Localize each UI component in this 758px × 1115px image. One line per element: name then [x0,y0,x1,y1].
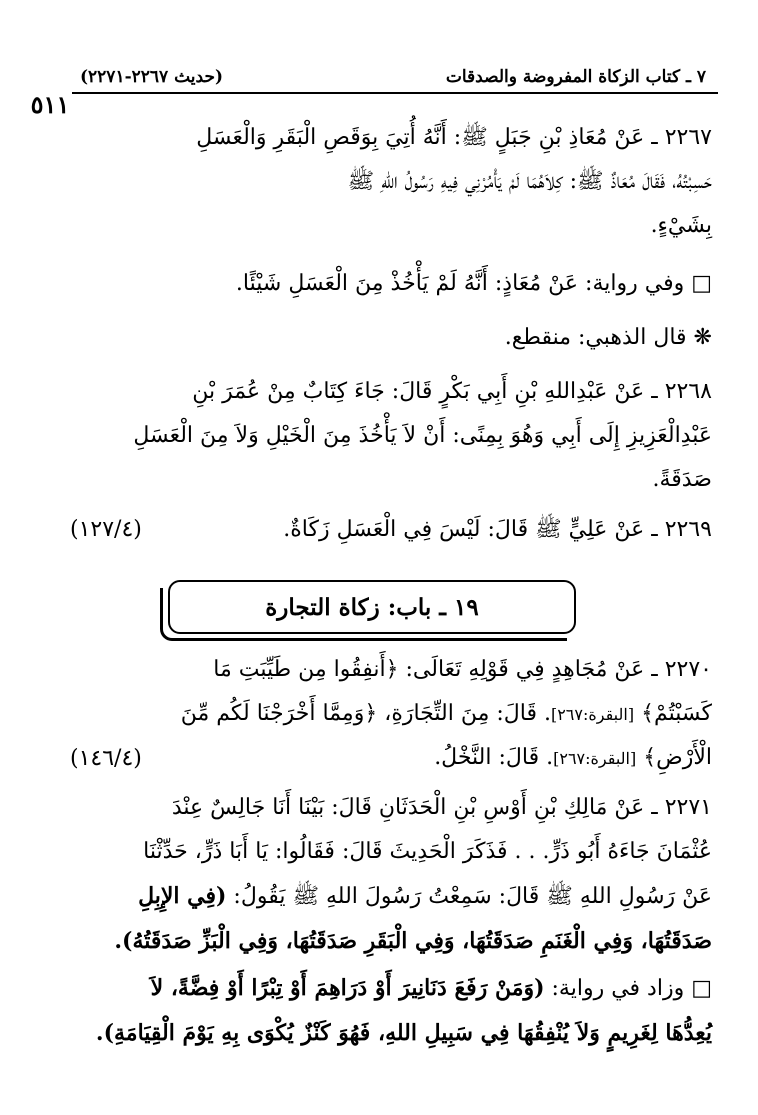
hadith-2271-line-3 [70,874,712,919]
hadith-2271-line-3-b: (فِي الإِبِلِ [138,883,227,909]
hadith-2270-last-line [70,736,712,781]
hadith-2267-line-1: ٢٢٦٧ ـ عَنْ مُعَاذِ بْنِ جَبَلٍ ﷺ: أَنَّهُ أُتِيَ بِوَقَصِ الْبَقَرِ وَالْعَسَلِ [196,125,712,150]
riwaya-muadh [70,262,712,306]
riwaya-addition-text-1: (وَمَنْ رَفَعَ دَنَانِيرَ أَوْ دَرَاهِمَ أَوْ تِبْرًا أَوْ فِضَّةً، لاَ [150,975,545,1001]
hadith-2268-line-2: عَبْدِالْعَزِيزِ إِلَى أَبِي وَهُوَ بِمِنًى: أَنْ لاَ يَأْخُذَ مِنَ الْخَيْلِ وَلاَ مِنَ الْعَسَلِ [133,423,712,448]
hadith-range: (حديث ٢٢٦٧-٢٢٧١) [80,67,223,87]
hadith-2271-line-3-a: عَنْ رَسُولِ اللهِ ﷺ قَالَ: سَمِعْتُ رَسُولَ اللهِ ﷺ يَقُولُ: [226,884,712,909]
hadith-2270-line-3-rest: . قَالَ: النَّخْلُ. [434,745,554,770]
riwaya-muadh-text: □ وفي رواية: عَنْ مُعَاذٍ: أَنَّهُ لَمْ يَأْخُذْ مِنَ الْعَسَلِ شَيْئًا. [235,271,712,296]
hadith-2267-line-2: حَسِبْتُهُ، فَقَالَ مُعَاذٌ ﷺ: كِلاَهُمَا لَمْ يَأْمُرْنِي فِيهِ رَسُولُ اللهِ ﷺ [347,169,712,194]
hadith-2270-ref: (١٤٦/٤) [70,745,142,771]
hadith-2268 [70,370,712,502]
hadith-2270-line-2 [70,692,712,737]
riwaya-addition-line-1 [70,966,712,1011]
riwaya-addition [70,966,712,1055]
dhahabi-note-text: ❋ قال الذهبي: منقطع. [504,325,712,350]
hadith-2268-line-3: صَدَقَةً. [652,467,712,492]
dhahabi-note [70,316,712,360]
hadith-2269-text: ٢٢٦٩ ـ عَنْ عَلِيٍّ ﷺ قَالَ: لَيْسَ فِي الْعَسَلِ زَكَاةٌ. [283,517,712,542]
chapter-title-box [168,580,576,634]
hadith-2271-line-1: ٢٢٧١ ـ عَنْ مَالِكِ بْنِ أَوْسِ بْنِ الْحَدَثَانِ قَالَ: بَيْنَا أَنَا جَالِسٌ عِنْدَ [171,795,712,820]
hadith-2269-ref: (١٢٧/٤) [70,517,142,542]
running-header [80,64,706,90]
chapter-heading: ٧ ـ كتاب الزكاة المفروضة والصدقات [445,67,706,87]
hadith-2269 [70,508,712,552]
header-rule [72,92,718,94]
hadith-2270-line-3 [434,736,712,781]
verse-ref-1: [البقرة:٢٦٧] [550,705,635,724]
hadith-2270-line-2-rest: . قَالَ: مِنَ التِّجَارَةِ، ﴿وَمِمَّا أَخْرَجْنَا لَكُم مِّنَ [180,701,551,726]
verse-ref-2: [البقرة:٢٦٧] [553,749,637,768]
quran-verse-1: كَسَبْتُمْ﴾ [641,701,712,726]
riwaya-addition-line-2: يُعِدُّهَا لِغَرِيمٍ وَلاَ يُنْفِقُهَا فِي سَبِيلِ اللهِ، فَهُوَ كَنْزٌ يُكْوَى بِهِ يَوْمَ الْقِيَامَةِ). [95,1020,712,1046]
chapter-title: ١٩ ـ باب: زكاة التجارة [265,593,479,621]
hadith-2270-line-1: ٢٢٧٠ ـ عَنْ مُجَاهِدٍ فِي قَوْلِهِ تَعَالَى: ﴿أَنفِقُوا مِن طَيِّبَتِ مَا [213,657,712,682]
riwaya-addition-intro: □ وزاد في رواية: [544,976,712,1001]
page-number: ٥١١ [30,90,70,119]
hadith-2271-line-2: عُثْمَانَ جَاءَهُ أَبُو ذَرٍّ. . . فَذَكَرَ الْحَدِيثَ قَالَ: فَقَالُوا: يَا أَبَا ذَرٍّ، حَدِّثْنَا [143,839,712,864]
hadith-2267-line-3: بِشَيْءٍ. [650,213,712,238]
hadith-2267 [70,116,712,248]
hadith-2268-line-1: ٢٢٦٨ ـ عَنْ عَبْدِاللهِ بْنِ أَبِي بَكْرٍ قَالَ: جَاءَ كِتَابٌ مِنْ عُمَرَ بْنِ [192,379,712,404]
quran-verse-2: الْأَرْضِ﴾ [643,745,712,770]
hadith-2271-line-4: صَدَقَتُهَا، وَفِي الْغَنَمِ صَدَقَتُهَا، وَفِي الْبَقَرِ صَدَقَتُهَا، وَفِي الْبَزِّ صَدَقَتُهُ). [114,928,712,954]
hadith-2270 [70,648,712,737]
hadith-2271 [70,786,712,963]
